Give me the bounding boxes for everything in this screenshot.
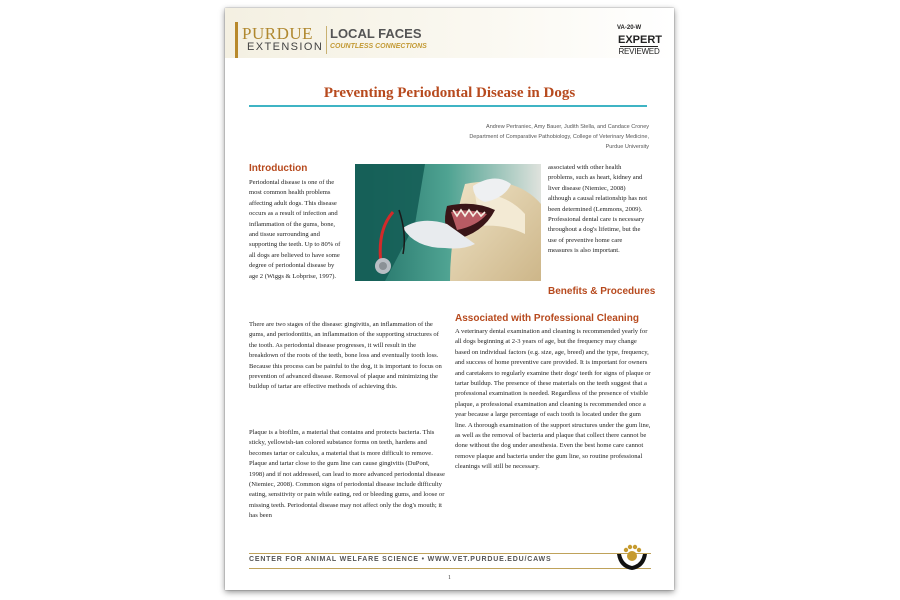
author-university: Purdue University: [605, 144, 649, 150]
footer-text: CENTER FOR ANIMAL WELFARE SCIENCE • WWW.VET.PURDUE.EDU/CAWS: [249, 556, 552, 563]
intro-paragraph-2: There are two stages of the disease: gingivitis, an inflammation of the gums, and periodontitis, an inflammation of the supporting structures of the tooth. As periodontal disease progresses, it will result in the breakdown of the roots of the teeth, bone loss and eventually tooth loss. Because this process can be painful to the dog, it is important to focus on prevention of advanced disease. Removal of plaque and minimizing the buildup of tartar are effective methods of achieving this.: [249, 321, 442, 391]
expert-reviewed-badge: [618, 34, 663, 62]
document-page: [225, 8, 674, 590]
extension-label: EXTENSION: [247, 41, 324, 53]
page-title: Preventing Periodontal Disease in Dogs: [323, 85, 576, 101]
intro-paragraph-1: Periodontal disease is one of the most common health problems affecting adult dogs. This disease occurs as a result of infection and inflammation of the gums, bone, and tissue surrounding and supporting the teeth. Up to 80% of all dogs are believed to have some degree of periodontal disease by age 2 (Wiggs & Lobprise, 1997).: [249, 179, 341, 280]
badge-line-1: EXPERT: [618, 34, 663, 46]
badge-line-2: REVIEWED: [618, 47, 660, 56]
caws-logo-icon: [613, 542, 651, 572]
program-name: LOCAL FACES: [330, 26, 422, 41]
benefits-paragraph-1: A veterinary dental examination and cleaning is recommended yearly for all dogs beginning at 2-3 years of age, but the frequency may change based on individual factors (e.g. size, age, breed) and the type, frequency, and success of home preventive care provided. It is important for owners and caretakers to regularly examine their dogs' teeth for signs of plaque or tartar buildup. The presence of these materials on the teeth suggest that a professional examination is needed. Regardless of the presence of visible plaque, a professional examination and cleaning is recommended once a year because a large percentage of each tooth is located under the gum line. A thorough examination of the support structures under the gum line, as well as the removal of bacteria and plaque that collect there cannot be done without the dog under anesthesia. Even the best home care cannot remove plaque and bacteria under the gum line, so routine professional cleanings will still be necessary.: [455, 328, 651, 471]
benefits-heading-line-2: Associated with Professional Cleaning: [455, 313, 639, 324]
caws-logo-graphic: [613, 542, 651, 572]
title-rule: [249, 105, 647, 107]
intro-paragraph-4: associated with other health problems, such as heart, kidney and liver disease (Niemiec, 2008) although a causal relationship has not been determined (Lemmons, 2009). Professional dental care is necessary throughout a dog's lifetime, but the use of preventive home care measures is also important.: [548, 164, 648, 255]
brand-stripe: [235, 22, 238, 58]
program-tagline: COUNTLESS CONNECTIONS: [330, 43, 427, 50]
document-code: VA-20-W: [617, 25, 642, 31]
photo-illustration: [355, 164, 541, 281]
footer-rule-top: [249, 553, 651, 554]
author-block: [415, 122, 649, 152]
brand-divider: [326, 26, 327, 54]
introduction-heading: Introduction: [249, 163, 308, 174]
page-number: 1: [448, 575, 451, 581]
author-names: Andrew Pertraniec, Amy Bauer, Judith Stella, and Candace Croney: [486, 124, 649, 130]
benefits-heading-line-1: Benefits & Procedures: [548, 286, 656, 297]
vet-examining-dog-photo: [355, 164, 541, 281]
footer-rule-bottom: [249, 568, 651, 569]
purdue-logo-wordmark: PURDUE: [242, 24, 314, 43]
author-department: Department of Comparative Pathobiology, College of Veterinary Medicine,: [469, 134, 649, 140]
intro-paragraph-3: Plaque is a biofilm, a material that contains and protects bacteria. This sticky, yellowish-tan colored substance forms on teeth, hardens and becomes tartar or calculus, a material that is more difficult to remove. Plaque and tartar close to the gum line can cause gingivitis (DuPont, 1998) and if not addressed, can lead to more advanced periodontal disease (Niemiec, 2008). Common signs of periodontal disease include difficulty eating, sensitivity or pain while eating, red or bleeding gums, and loose or missing teeth. Periodontal disease may not affect only the dog's mouth; it has been: [249, 429, 445, 520]
